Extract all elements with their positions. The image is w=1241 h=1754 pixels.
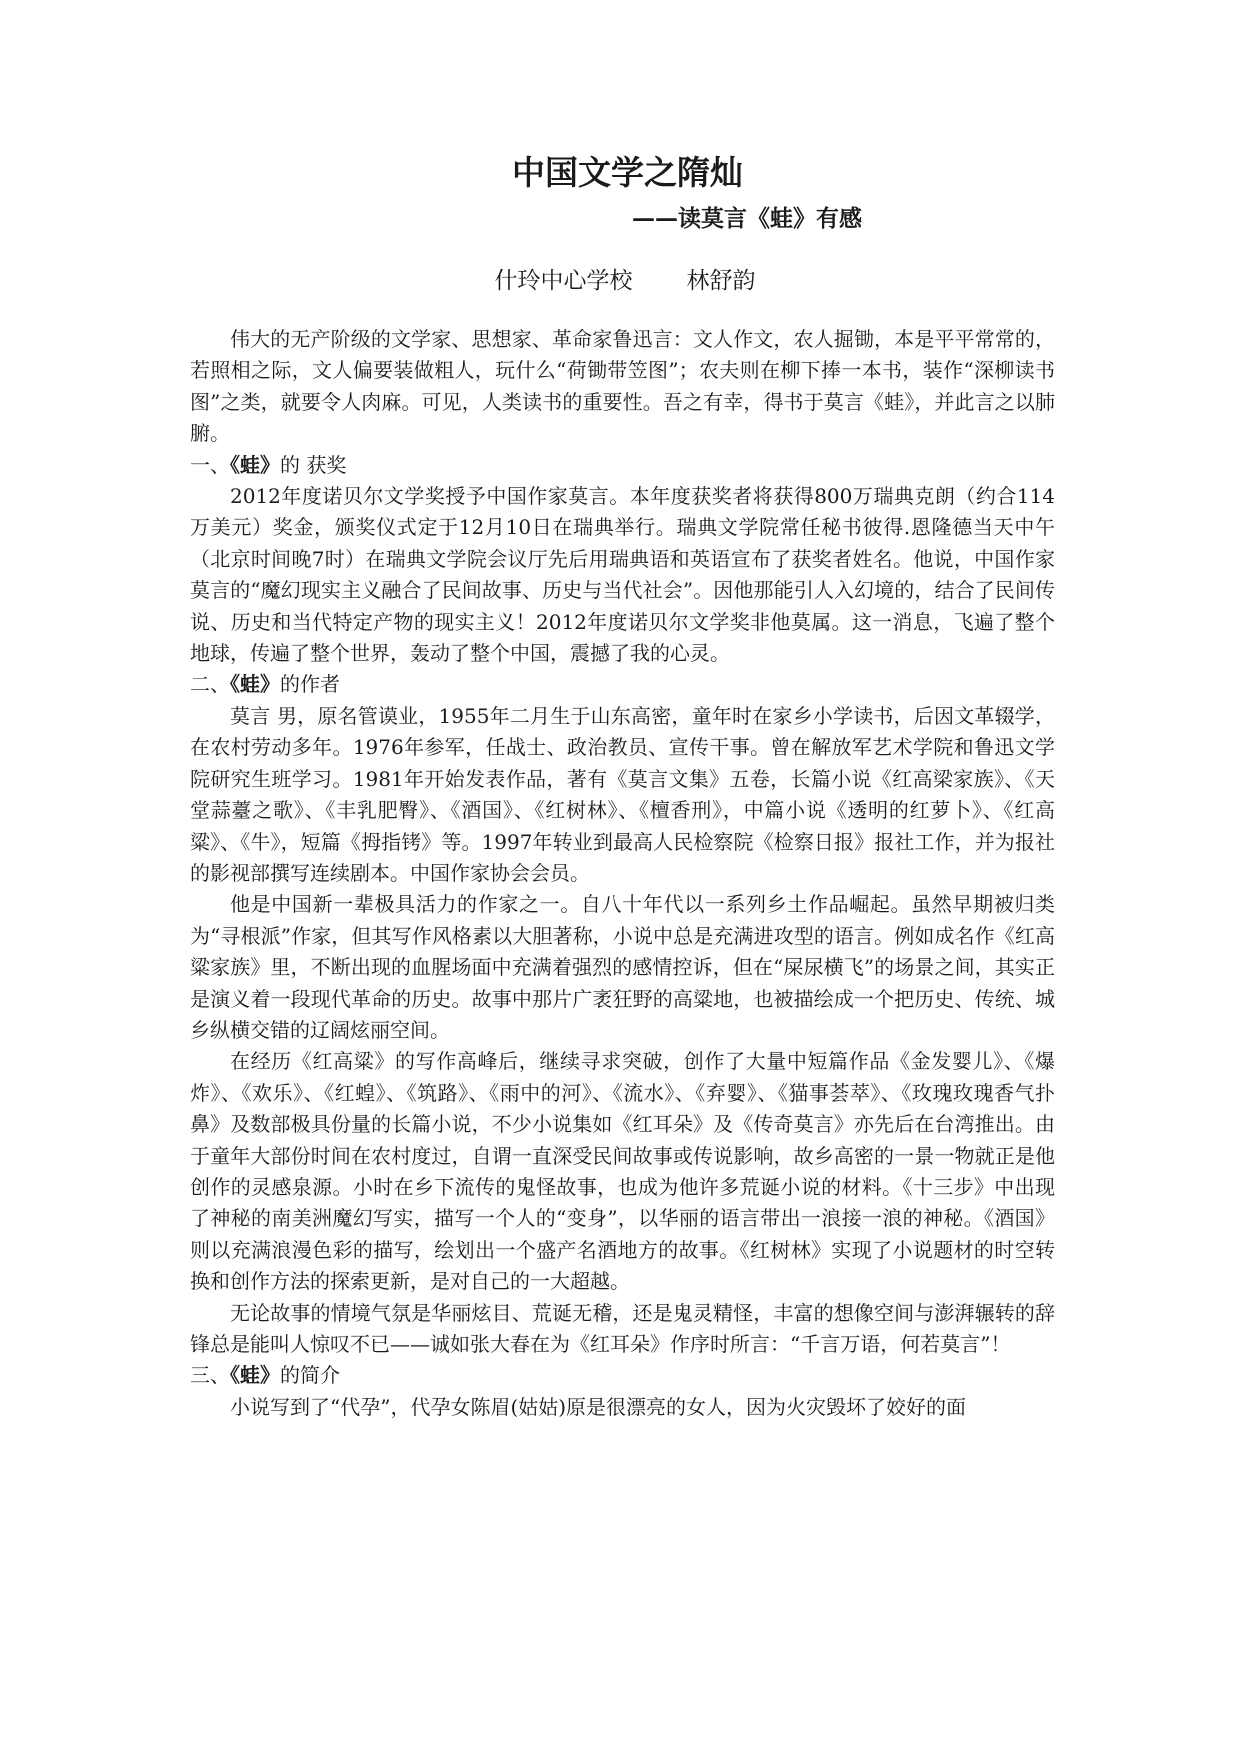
paragraph-author-style: 他是中国新一辈极具活力的作家之一。自八十年代以一系列乡土作品崛起。虽然早期被归类为“寻根派”作家，但其写作风格素以大胆著称，小说中总是充满进攻型的语言。例如成名作《红高粱家族》里，不断出现的血腥场面中充满着强烈的感情控诉，但在“屎尿横飞”的场景之间，其实正是演义着一段现代革命的历史。故事中那片广袤狂野的高粱地，也被描绘成一个把历史、传统、城乡纵横交错的辽阔炫丽空间。 (190, 892, 1055, 1042)
heading-number: 三、 (190, 1363, 230, 1388)
paragraph-author-works: 在经历《红高粱》的写作高峰后，继续寻求突破，创作了大量中短篇作品《金发婴儿》、《爆炸》、《欢乐》、《红蝗》、《筑路》、《雨中的河》、《流水》、《弃婴》、《猫事荟萃》、《玫瑰玫瑰香气扑鼻》及数部极具份量的长篇小说，不少小说集如《红耳朵》及《传奇莫言》亦先后在台湾推出。由于童年大部份时间在农村度过，自谓一直深受民间故事或传说影响，故乡高密的一景一物就正是他创作的灵感泉源。小时在乡下流传的鬼怪故事，也成为他许多荒诞小说的材料。《十三步》中出现了神秘的南美洲魔幻写实，描写一个人的“变身”，以华丽的语言带出一浪接一浪的神秘。《酒国》则以充满浪漫色彩的描写，绘划出一个盛产名酒地方的故事。《红树林》实现了小说题材的时空转换和创作方法的探索更新，是对自己的一大超越。 (190, 1049, 1055, 1294)
section-heading-2 (190, 669, 1055, 700)
paragraph-summary: 小说写到了“代孕”，代孕女陈眉(姑姑)原是很漂亮的女人，因为火灾毁坏了姣好的面 (230, 1394, 967, 1419)
section-heading-1 (190, 450, 1055, 481)
document-content (190, 150, 1055, 1423)
section-heading-3 (190, 1360, 1055, 1391)
document-body (190, 324, 1055, 1423)
heading-book-title: 《蛙》 (230, 452, 280, 477)
heading-number: 二、 (190, 672, 230, 697)
heading-book-title: 《蛙》 (230, 672, 280, 697)
document-subtitle: ——读莫言《蛙》有感 (632, 205, 862, 232)
paragraph-author-praise: 无论故事的情境气氛是华丽炫目、荒诞无稽，还是鬼灵精怪，丰富的想像空间与澎湃辗转的辞锋总是能叫人惊叹不已——诚如张大春在为《红耳朵》作序时所言：“千言万语，何若莫言”！ (190, 1300, 1055, 1356)
paragraph-intro: 伟大的无产阶级的文学家、思想家、革命家鲁迅言：文人作文，农人掘锄，本是平平常常的，若照相之际，文人偏要装做粗人，玩什么“荷锄带笠图”；农夫则在柳下捧一本书，装作“深柳读书图”之类，就要令人肉麻。可见，人类读书的重要性。吾之有幸，得书于莫言《蛙》，并此言之以肺腑。 (190, 327, 1055, 446)
author-name: 林舒韵 (686, 268, 756, 294)
heading-text: 的作者 (280, 672, 340, 697)
author-line (190, 264, 1055, 298)
heading-text: 的 获奖 (280, 452, 347, 477)
paragraph-author-bio: 莫言 男，原名管谟业，1955年二月生于山东高密，童年时在家乡小学读书，后因文革辍学，在农村劳动多年。1976年参军，任战士、政治教员、宣传干事。曾在解放军艺术学院和鲁迅文学院研究生班学习。1981年开始发表作品，著有《莫言文集》五卷，长篇小说《红高梁家族》、《天堂蒜薹之歌》、《丰乳肥臀》、《酒国》、《红树林》、《檀香刑》，中篇小说《透明的红萝卜》、《红高粱》、《牛》，短篇《拇指铐》等。1997年转业到最高人民检察院《检察日报》报社工作，并为报社的影视部撰写连续剧本。中国作家协会会员。 (190, 703, 1055, 885)
document-title: 中国文学之隋灿 (512, 153, 743, 192)
heading-text: 的简介 (280, 1363, 340, 1388)
heading-number: 一、 (190, 452, 230, 477)
paragraph-award: 2012年度诺贝尔文学奖授予中国作家莫言。本年度获奖者将获得800万瑞典克朗（约合114万美元）奖金，颁奖仪式定于12月10日在瑞典举行。瑞典文学院常任秘书彼得.恩隆德当天中午（北京时间晚7时）在瑞典文学院会议厅先后用瑞典语和英语宣布了获奖者姓名。他说，中国作家莫言的“魔幻现实主义融合了民间故事、历史与当代社会”。因他那能引人入幻境的，结合了民间传说、历史和当代特定产物的现实主义！2012年度诺贝尔文学奖非他莫属。这一消息，飞遍了整个地球，传遍了整个世界，轰动了整个中国，震撼了我的心灵。 (190, 484, 1055, 666)
heading-book-title: 《蛙》 (230, 1363, 280, 1388)
author-school: 什玲中心学校 (494, 268, 633, 294)
